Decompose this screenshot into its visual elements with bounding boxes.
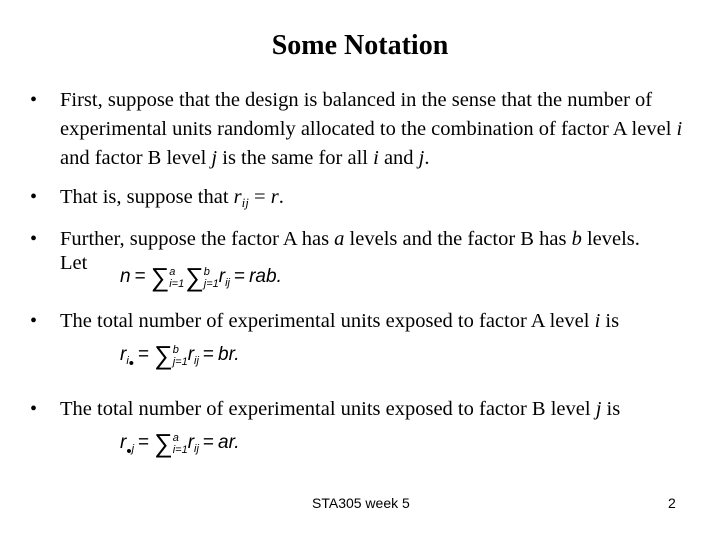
bullet-marker: •: [30, 310, 38, 332]
summation-symbol: ∑: [150, 262, 170, 292]
formula-ri-dot: $r_{i•}$ = ∑ b j=1 $r_{ij}$ = br.: [120, 340, 240, 372]
bullet-rij-equals-r: • That is, suppose that $r_{ij} = r$.: [60, 183, 700, 212]
formula-n-equals-rab: n = ∑ a i=1 ∑ b j=1 $r_{ij}$ = rab.: [120, 262, 282, 292]
bullet-total-factor-b: • The total number of experimental units exposed to factor B level j is: [60, 395, 700, 424]
summation-symbol: ∑: [154, 340, 173, 370]
bullet-levels: • Further, suppose the factor A has a levels and the factor B has b levels. Let: [30, 228, 640, 274]
slide-title: Some Notation: [271, 30, 449, 61]
footer-course-label: STA305 week 5: [312, 495, 410, 511]
summation-symbol: ∑: [185, 262, 204, 292]
bullet-marker: •: [30, 228, 38, 250]
bullet-marker: •: [30, 186, 38, 208]
formula-r-dot-j: $r_{•j}$ = ∑ a i=1 $r_{ij}$ = ar.: [120, 428, 240, 460]
slide-number: 2: [668, 495, 676, 511]
summation-symbol: ∑: [154, 428, 173, 458]
bullet-marker: •: [30, 398, 38, 420]
bullet-balanced-design: • First, suppose that the design is balanced in the sense that the number of experimental units randomly allocated to the combination of factor A level i and factor B level j is the same for all i and j.: [60, 86, 700, 173]
bullet-total-factor-a: • The total number of experimental units exposed to factor A level i is: [60, 307, 700, 336]
bullet-marker: •: [30, 89, 38, 111]
